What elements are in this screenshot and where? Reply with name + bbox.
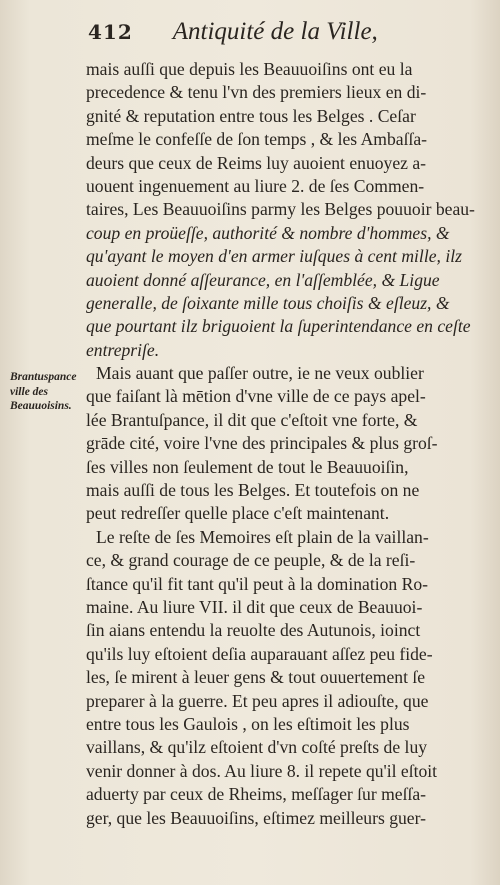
page-number: 412: [88, 20, 133, 44]
body-text: [86, 58, 480, 830]
text-line: maine. Au liure VII. il dit que ceux de Beauuoi-: [86, 596, 423, 617]
text-line: qu'ayant le moyen d'en armer iuſques à cent mille, ilz: [86, 246, 462, 267]
text-line: que faiſant là mētion d'vne ville de ce pays apel-: [86, 386, 426, 407]
text-line: coup en proüeſſe, authorité & nombre d'hommes, &: [86, 222, 450, 243]
text-line: qu'ils luy eſtoient deſia auparauant aſſez peu fide-: [86, 643, 433, 664]
text-line: meſme le confeſſe de ſon temps , & les Ambaſſa-: [86, 129, 428, 150]
text-line: uouent ingenuement au liure 2. de ſes Commen-: [86, 175, 425, 196]
text-line: peut redreſſer quelle place c'eſt maintenant.: [86, 503, 390, 524]
text-line: aduerty par ceux de Rheims, meſſager ſur meſſa-: [86, 784, 427, 805]
text-line: ce, & grand courage de ce peuple, & de la reſi-: [86, 550, 416, 571]
text-line: entrepriſe.: [86, 339, 160, 360]
margin-note: Brantuspance ville des Beauuoisins.: [10, 371, 77, 412]
page-header: [88, 18, 480, 52]
text-line: ſtance qu'il fit tant qu'il peut à la domination Ro-: [86, 573, 429, 594]
text-line: grāde cité, voire l'vne des principales & plus groſ-: [86, 433, 438, 454]
text-line: lée Brantuſpance, il dit que c'eſtoit vne forte, &: [86, 409, 418, 430]
text-line: ſes villes non ſeulement de tout le Beauuoiſin,: [86, 456, 409, 477]
text-line: mais auſſi de tous les Belges. Et toutefois on ne: [86, 480, 420, 501]
text-line: vaillans, & qu'ilz eſtoient d'vn coſté preſts de luy: [86, 737, 428, 758]
text-line: Le reſte de ſes Memoires eſt plain de la vaillan-: [96, 526, 429, 547]
text-line: generalle, de ſoixante mille tous choiſis & eſleuz, &: [86, 292, 450, 313]
text-line: precedence & tenu l'vn des premiers lieux en di-: [86, 82, 427, 103]
text-line: preparer à la guerre. Et peu apres il adiouſte, que: [86, 690, 429, 711]
text-line: entre tous les Gaulois , on les eſtimoit les plus: [86, 713, 410, 734]
text-line: ger, que les Beauuoiſins, eſtimez meilleurs guer-: [86, 807, 426, 828]
text-line: les, ſe mirent à leuer gens & tout ouuertement ſe: [86, 667, 426, 688]
text-line: que pourtant ilz briguoient la ſuperintendance en ceſte: [86, 316, 471, 337]
text-line: ſin aians entendu la reuolte des Autunois, ioinct: [86, 620, 421, 641]
text-line: venir donner à dos. Au liure 8. il repete qu'il eſtoit: [86, 760, 438, 781]
text-line: deurs que ceux de Reims luy auoient enuoyez a-: [86, 152, 427, 173]
text-line: gnité & reputation entre tous les Belges . Ceſar: [86, 105, 416, 126]
text-line: Mais auant que paſſer outre, ie ne veux oublier: [96, 363, 424, 384]
text-line: auoient donné aſſeurance, en l'aſſemblée, & Ligue: [86, 269, 440, 290]
running-title: Antiquité de la Ville,: [172, 18, 378, 45]
text-line: mais auſſi que depuis les Beauuoiſins ont eu la: [86, 59, 413, 79]
text-line: taires, Les Beauuoiſins parmy les Belges pouuoir beau-: [86, 199, 475, 220]
